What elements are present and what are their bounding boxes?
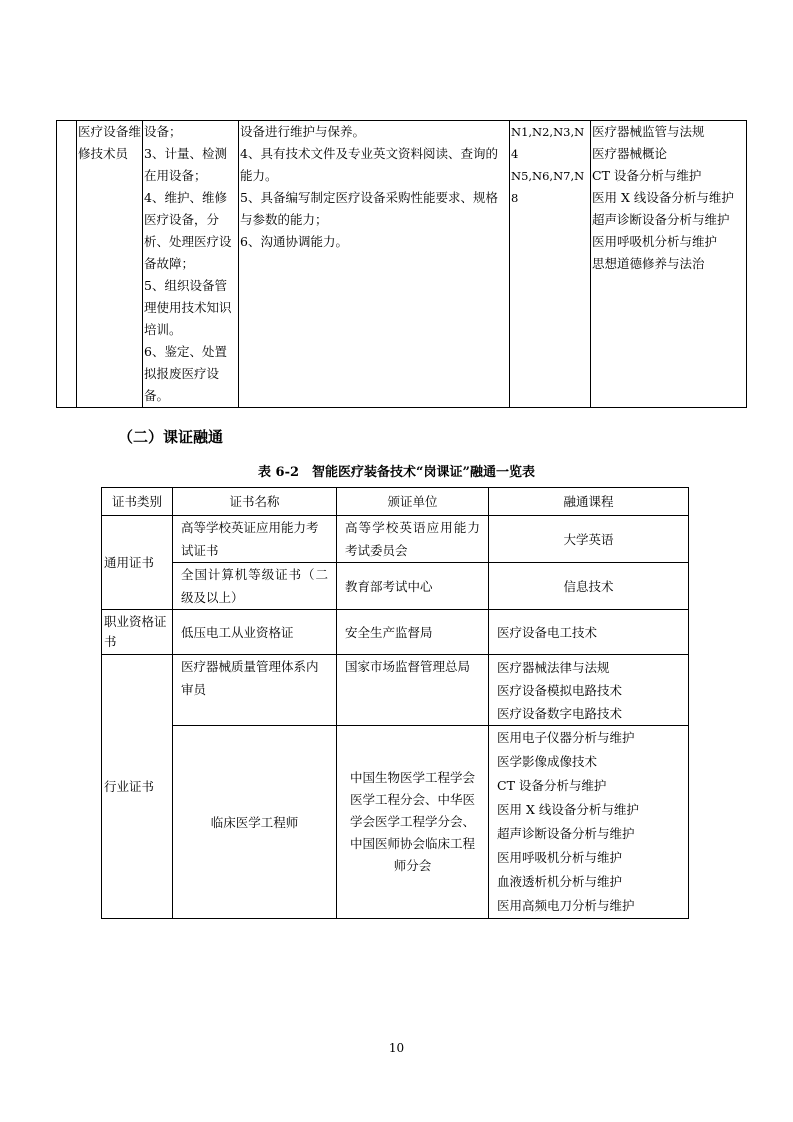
cell-job-title: 医疗设备维修技术员 [77, 121, 143, 408]
course: 医疗设备电工技术 [489, 610, 689, 655]
cell-empty [57, 121, 77, 408]
courses-cell [489, 726, 689, 919]
cert-name: 全国计算机等级证书（二级及以上） [173, 563, 337, 610]
ability: 设备进行维护与保养。 [240, 124, 366, 139]
course: 医用呼吸机分析与维护 [497, 850, 623, 865]
certificate-table [101, 487, 689, 919]
code: N5,N6,N7,N8 [511, 169, 585, 205]
table-caption: 表 6-2 智能医疗装备技术“岗课证”融通一览表 [258, 465, 535, 480]
issuer: 安全生产监督局 [337, 610, 489, 655]
course: 医用 X 线设备分析与维护 [497, 802, 639, 817]
cert-name: 临床医学工程师 [173, 726, 337, 919]
category-cell: 行业证书 [102, 655, 173, 919]
course: 医疗器械法律与法规 [497, 659, 610, 675]
header-cell: 证书名称 [173, 488, 337, 516]
table-row [102, 610, 689, 655]
ability: 6、沟通协调能力。 [240, 234, 348, 249]
course: 医疗设备模拟电路技术 [497, 682, 623, 698]
table-row [102, 563, 689, 610]
category-cell: 通用证书 [102, 516, 173, 610]
issuer: 高等学校英语应用能力考试委员会 [337, 516, 489, 563]
training-spec-table [56, 120, 747, 408]
cell-courses [591, 121, 747, 408]
code: N1,N2,N3,N4 [511, 125, 585, 161]
cell-abilities [239, 121, 510, 408]
duty: 4、维护、维修医疗设备，分析、处理医疗设备故障； [144, 190, 232, 271]
course: 大学英语 [489, 516, 689, 563]
course: 医疗器械监管与法规 [592, 124, 705, 139]
issuer: 教育部考试中心 [337, 563, 489, 610]
issuer: 国家市场监督管理总局 [337, 655, 489, 726]
course: 血液透析机分析与维护 [497, 874, 623, 889]
duty: 5、组织设备管理使用技术知识培训。 [144, 278, 232, 337]
course: 医学影像成像技术 [497, 754, 598, 769]
cert-name: 医疗器械质量管理体系内审员 [173, 655, 337, 726]
course: 医用呼吸机分析与维护 [592, 234, 718, 249]
section-title: （二）课证融通 [118, 428, 224, 446]
ability: 4、具有技术文件及专业英文资料阅读、查询的能力。 [240, 146, 498, 183]
duty: 3、计量、检测在用设备； [144, 146, 227, 183]
course: CT 设备分析与维护 [592, 168, 702, 183]
header-cell: 融通课程 [489, 488, 689, 516]
ability: 5、具备编写制定医疗设备采购性能要求、规格与参数的能力； [240, 190, 498, 227]
course: 信息技术 [489, 563, 689, 610]
category-cell: 职业资格证书 [102, 610, 173, 655]
table-header-row [102, 488, 689, 516]
issuer: 中国生物医学工程学会医学工程分会、中华医学会医学工程学分会、中国医师协会临床工程师分会 [337, 726, 489, 919]
course: 医疗设备数字电路技术 [497, 705, 623, 721]
course: 思想道德修养与法治 [592, 256, 705, 271]
course: 超声诊断设备分析与维护 [497, 826, 635, 841]
page-number: 10 [388, 1041, 405, 1055]
course: CT 设备分析与维护 [497, 778, 607, 793]
cert-name: 低压电工从业资格证 [173, 610, 337, 655]
duty: 6、鉴定、处置拟报废医疗设备。 [144, 344, 227, 403]
header-cell: 证书类别 [102, 488, 173, 516]
table-row [102, 726, 689, 919]
duty: 设备； [144, 124, 182, 139]
cert-name: 高等学校英证应用能力考试证书 [173, 516, 337, 563]
cell-duties [143, 121, 239, 408]
course: 超声诊断设备分析与维护 [592, 212, 730, 227]
cell-codes [510, 121, 591, 408]
table-row [102, 516, 689, 563]
table-row [57, 121, 747, 408]
course: 医疗器械概论 [592, 146, 668, 161]
course: 医用高频电刀分析与维护 [497, 898, 635, 913]
course: 医用电子仪器分析与维护 [497, 730, 635, 745]
courses-cell [489, 655, 689, 726]
header-cell: 颁证单位 [337, 488, 489, 516]
table-row [102, 655, 689, 726]
course: 医用 X 线设备分析与维护 [592, 190, 734, 205]
